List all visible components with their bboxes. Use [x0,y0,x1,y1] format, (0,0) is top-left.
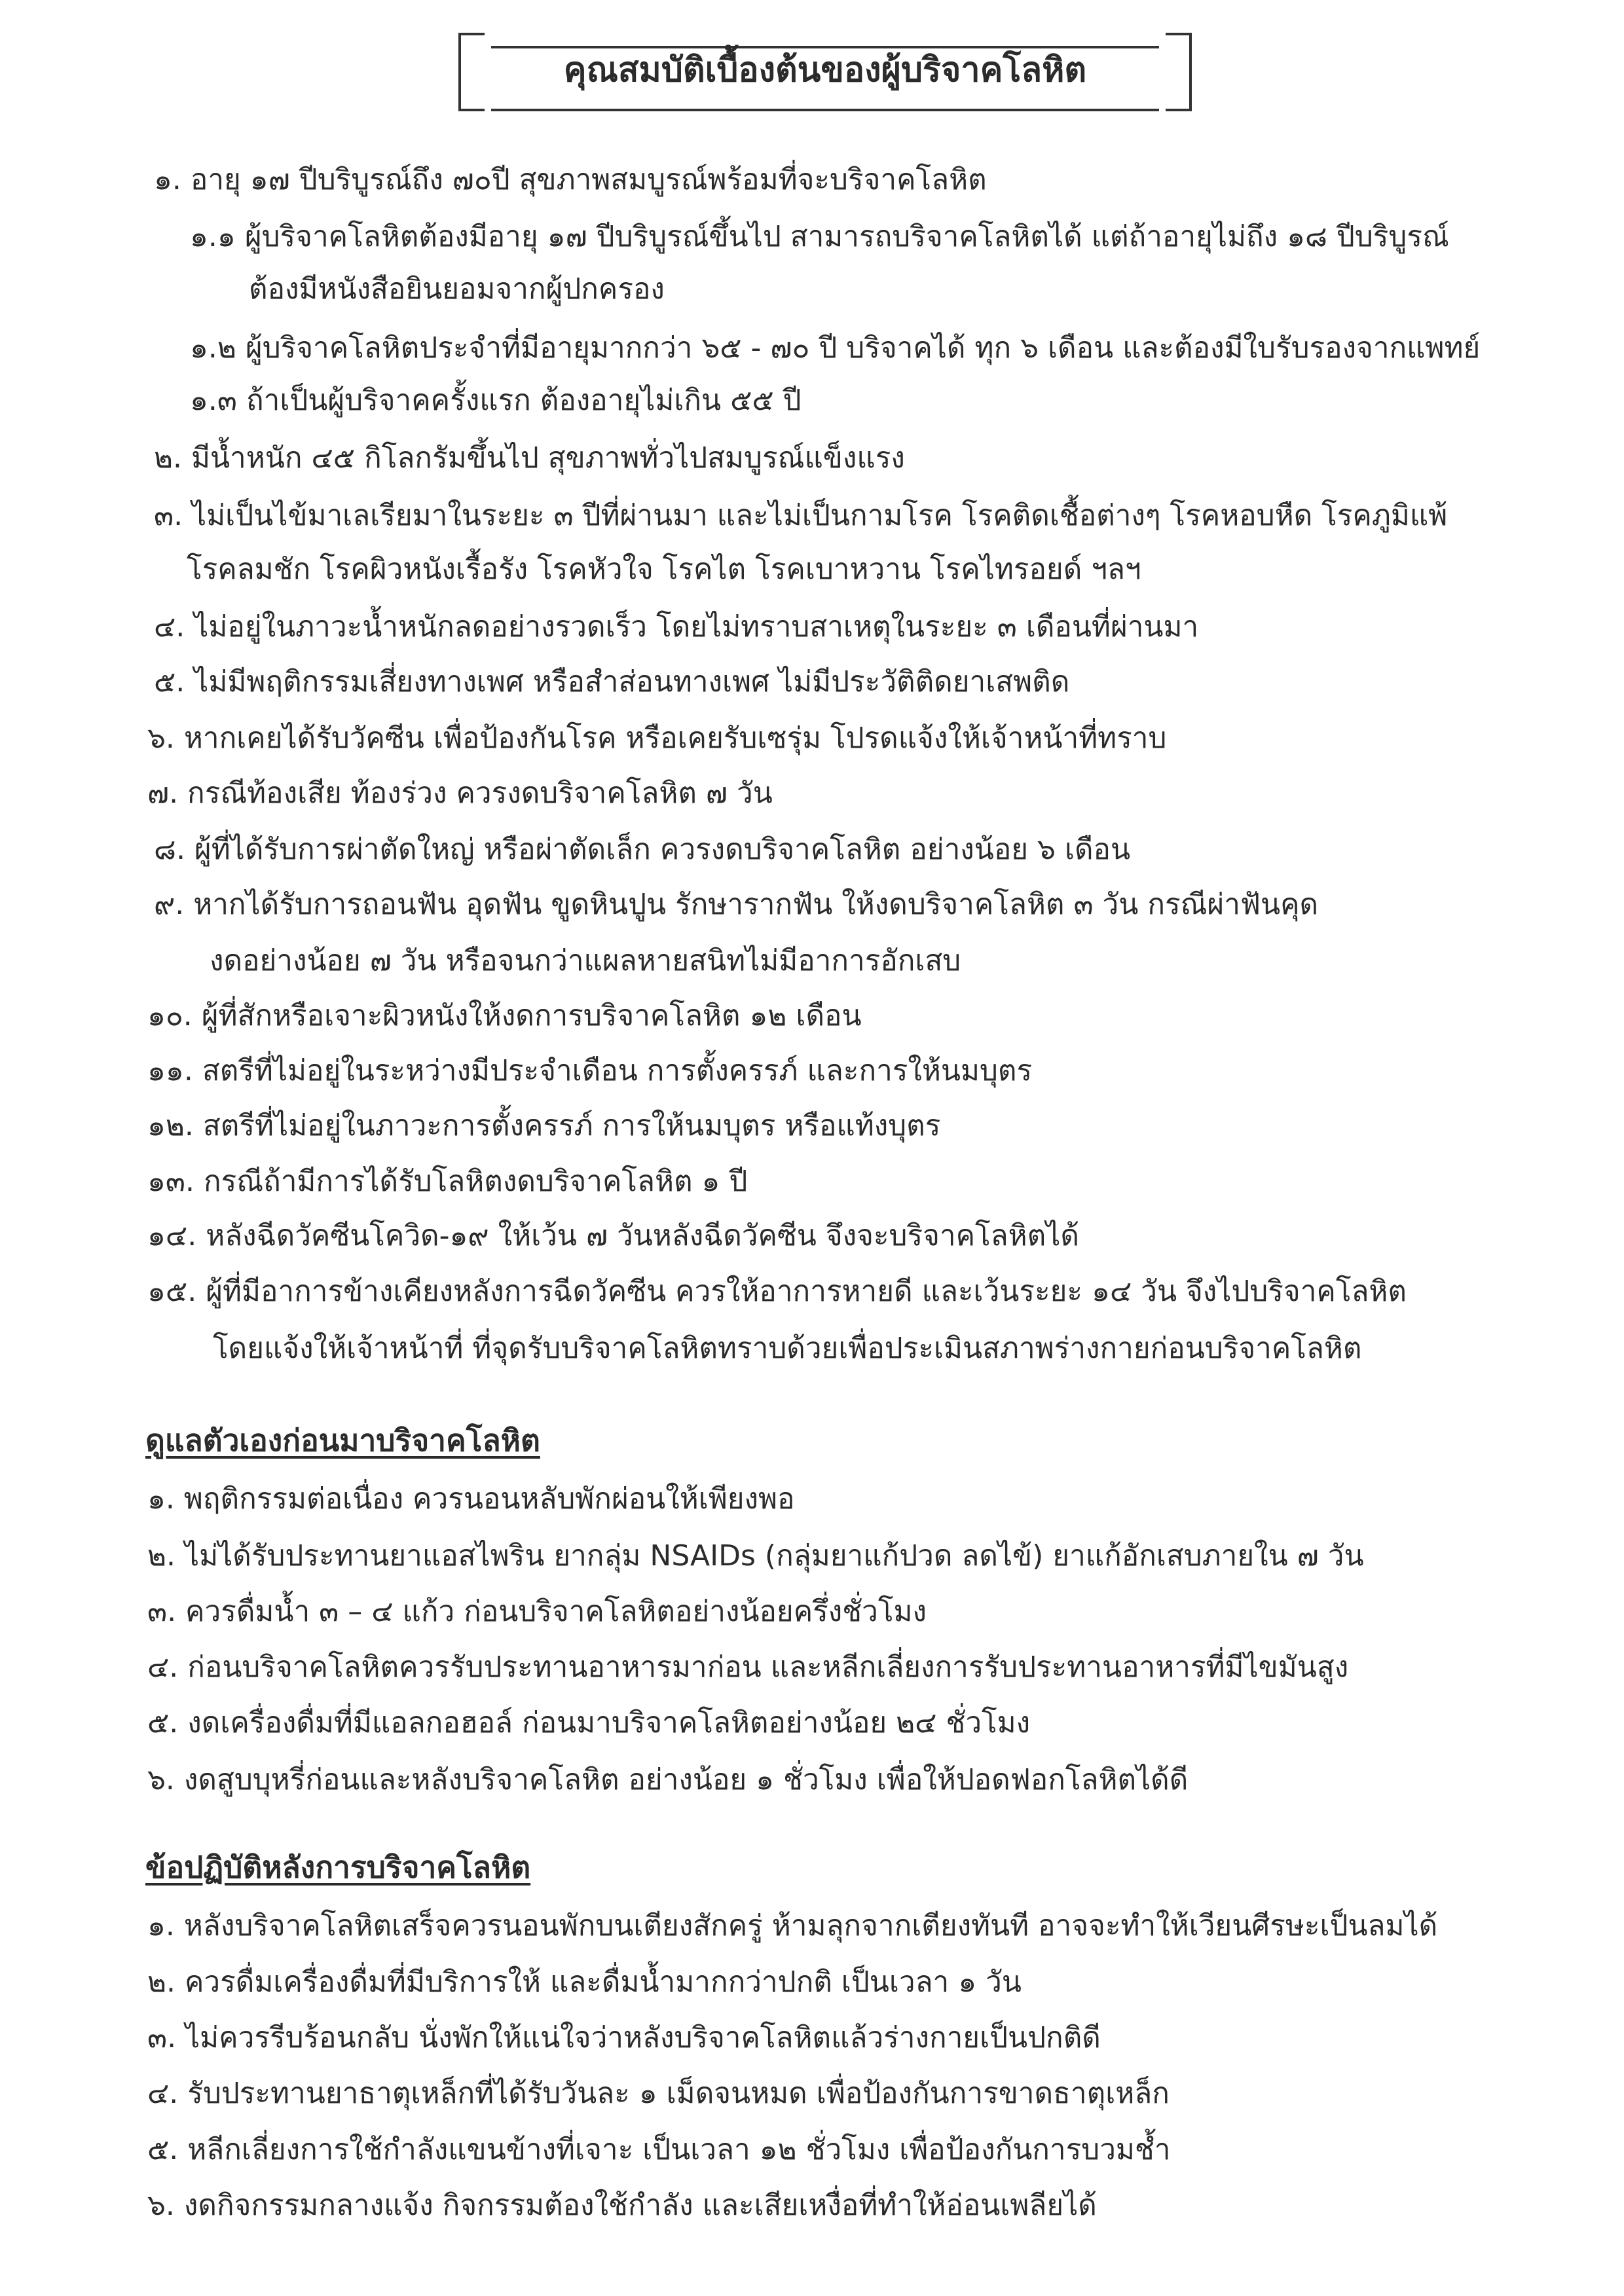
qualification-item-8: ๘. ผู้ที่ได้รับการผ่าตัดใหญ่ หรือผ่าตัดเล็ก ควรงดบริจาคโลหิต อย่างน้อย ๖ เดือน [154,833,1131,866]
qualification-item-15: ๑๕. ผู้ที่มีอาการข้างเคียงหลังการฉีดวัคซีน ควรให้อาการหายดี และเว้นระยะ ๑๔ วัน จึงไปบริจาคโลหิต [147,1275,1407,1308]
before-item-6: ๖. งดสูบบุหรี่ก่อนและหลังบริจาคโลหิต อย่างน้อย ๑ ชั่วโมง เพื่อให้ปอดฟอกโลหิตได้ดี [147,1763,1189,1796]
qualification-item-9-cont: งดอย่างน้อย ๗ วัน หรือจนกว่าแผลหายสนิทไม่มีอาการอักเสบ [210,944,961,977]
before-item-5: ๕. งดเครื่องดื่มที่มีแอลกอฮอล์ ก่อนมาบริจาคโลหิตอย่างน้อย ๒๔ ชั่วโมง [147,1706,1031,1740]
qualification-item-1: ๑. อายุ ๑๗ ปีบริบูรณ์ถึง ๗๐ปี สุขภาพสมบูรณ์พร้อมที่จะบริจาคโลหิต [154,163,987,196]
page-title: คุณสมบัติเบื้องต้นของผู้บริจาคโลหิต [563,50,1087,90]
after-item-1: ๑. หลังบริจาคโลหิตเสร็จควรนอนพักบนเตียงสักครู่ ห้ามลุกจากเตียงทันที อาจจะทำให้เวียนศีรษะเป็นลมได้ [147,1909,1438,1942]
after-item-2: ๒. ควรดื่มเครื่องดื่มที่มีบริการให้ และดื่มน้ำมากกว่าปกติ เป็นเวลา ๑ วัน [147,1965,1022,1999]
qualification-item-15-cont: โดยแจ้งให้เจ้าหน้าที่ ที่จุดรับบริจาคโลหิตทราบด้วยเพื่อประเมินสภาพร่างกายก่อนบริจาคโลหิต [213,1332,1362,1365]
qualification-item-13: ๑๓. กรณีถ้ามีการได้รับโลหิตงดบริจาคโลหิต ๑ ปี [147,1165,748,1198]
qualification-item-14: ๑๔. หลังฉีดวัคซีนโควิด-๑๙ ให้เว้น ๗ วันหลังฉีดวัคซีน จึงจะบริจาคโลหิตได้ [147,1219,1079,1252]
before-item-1: ๑. พฤติกรรมต่อเนื่อง ควรนอนหลับพักผ่อนให้เพียงพอ [147,1482,795,1516]
section-heading-after-donation: ข้อปฏิบัติหลังการบริจาคโลหิต [145,1850,531,1885]
after-item-4: ๔. รับประทานยาธาตุเหล็กที่ได้รับวันละ ๑ เม็ดจนหมด เพื่อป้องกันการขาดธาตุเหล็ก [147,2077,1170,2110]
after-item-3: ๓. ไม่ควรรีบร้อนกลับ นั่งพักให้แน่ใจว่าหลังบริจาคโลหิตแล้วร่างกายเป็นปกติดี [147,2021,1101,2054]
qualification-item-1-3: ๑.๓ ถ้าเป็นผู้บริจาคครั้งแรก ต้องอายุไม่เกิน ๕๕ ปี [190,384,802,417]
qualification-item-7: ๗. กรณีท้องเสีย ท้องร่วง ควรงดบริจาคโลหิต ๗ วัน [147,776,773,810]
qualification-item-10: ๑๐. ผู้ที่สักหรือเจาะผิวหนังให้งดการบริจาคโลหิต ๑๒ เดือน [147,999,862,1032]
after-item-5: ๕. หลีกเลี่ยงการใช้กำลังแขนข้างที่เจาะ เป็นเวลา ๑๒ ชั่วโมง เพื่อป้องกันการบวมช้ำ [147,2133,1171,2166]
qualification-item-3-cont: โรคลมชัก โรคผิวหนังเรื้อรัง โรคหัวใจ โรคไต โรคเบาหวาน โรคไทรอยด์ ฯลฯ [187,553,1141,586]
before-item-2: ๒. ไม่ได้รับประทานยาแอสไพริน ยากลุ่ม NSAIDs (กลุ่มยาแก้ปวด ลดไข้) ยาแก้อักเสบภายใน ๗ วัน [147,1539,1364,1573]
qualification-item-11: ๑๑. สตรีที่ไม่อยู่ในระหว่างมีประจำเดือน การตั้งครรภ์ และการให้นมบุตร [147,1054,1033,1087]
after-item-6: ๖. งดกิจกรรมกลางแจ้ง กิจกรรมต้องใช้กำลัง และเสียเหงื่อที่ทำให้อ่อนเพลียได้ [147,2189,1097,2222]
title-frame [458,33,1192,118]
qualification-item-2: ๒. มีน้ำหนัก ๔๕ กิโลกรัมขึ้นไป สุขภาพทั่วไปสมบูรณ์แข็งแรง [154,441,905,475]
qualification-item-1-1-cont: ต้องมีหนังสือยินยอมจากผู้ปกครอง [249,272,665,306]
qualification-item-6: ๖. หากเคยได้รับวัคซีน เพื่อป้องกันโรค หรือเคยรับเซรุ่ม โปรดแจ้งให้เจ้าหน้าที่ทราบ [147,721,1167,755]
before-item-3: ๓. ควรดื่มน้ำ ๓ – ๔ แก้ว ก่อนบริจาคโลหิตอย่างน้อยครึ่งชั่วโมง [147,1595,927,1628]
section-heading-before-donation: ดูแลตัวเองก่อนมาบริจาคโลหิต [145,1423,540,1458]
before-item-4: ๔. ก่อนบริจาคโลหิตควรรับประทานอาหารมาก่อน และหลีกเลี่ยงการรับประทานอาหารที่มีไขมันสูง [147,1650,1349,1684]
qualification-item-5: ๕. ไม่มีพฤติกรรมเสี่ยงทางเพศ หรือสำส่อนทางเพศ ไม่มีประวัติติดยาเสพติด [154,665,1070,699]
qualification-item-3: ๓. ไม่เป็นไข้มาเลเรียมาในระยะ ๓ ปีที่ผ่านมา และไม่เป็นกามโรค โรคติดเชื้อต่างๆ โรคหอบหืด โรคภูมิแพ้ [154,499,1448,532]
qualification-item-12: ๑๒. สตรีที่ไม่อยู่ในภาวะการตั้งครรภ์ การให้นมบุตร หรือแท้งบุตร [147,1109,941,1142]
qualification-item-4: ๔. ไม่อยู่ในภาวะน้ำหนักลดอย่างรวดเร็ว โดยไม่ทราบสาเหตุในระยะ ๓ เดือนที่ผ่านมา [154,610,1199,644]
qualification-item-1-1: ๑.๑ ผู้บริจาคโลหิตต้องมีอายุ ๑๗ ปีบริบูรณ์ขึ้นไป สามารถบริจาคโลหิตได้ แต่ถ้าอายุไม่ถึง ๑๘ ปีบริบูรณ์ [190,220,1449,253]
qualification-item-1-2: ๑.๒ ผู้บริจาคโลหิตประจำที่มีอายุมากกว่า ๖๕ - ๗๐ ปี บริจาคได้ ทุก ๖ เดือน และต้องมีใบรับรองจากแพทย์ [190,331,1481,365]
qualification-item-9: ๙. หากได้รับการถอนฟัน อุดฟัน ขูดหินปูน รักษารากฟัน ให้งดบริจาคโลหิต ๓ วัน กรณีผ่าฟันคุด [154,888,1319,921]
